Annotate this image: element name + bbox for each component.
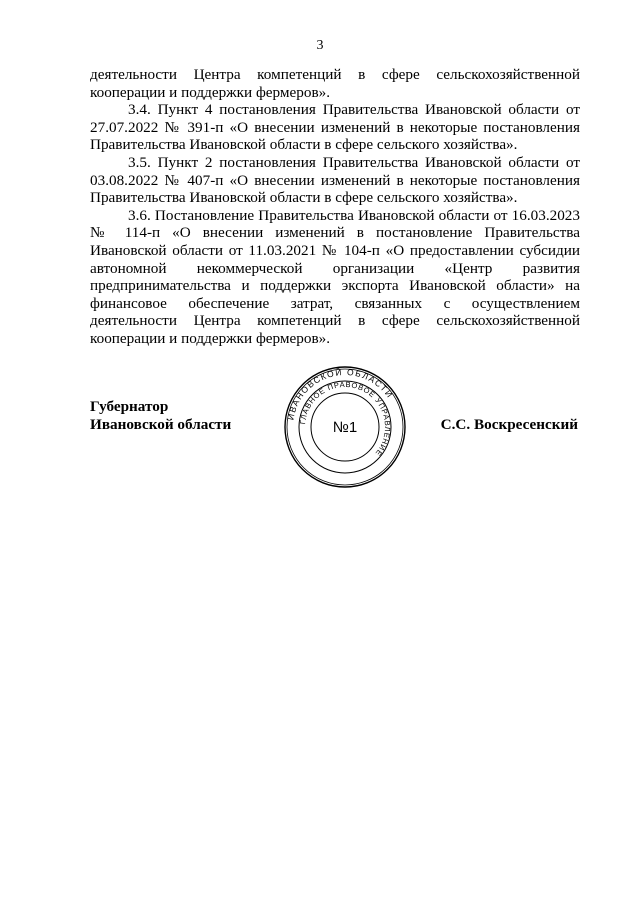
paragraph-item-3-4: 3.4. Пункт 4 постановления Правительства Ивановской области от 27.07.2022 № 391-п «О внесении изменений в некоторые постановления Правительства Ивановской области в сфере сельского хозяйства». (90, 101, 580, 154)
seal-outer-text: ИВАНОВСКОЙ ОБЛАСТИ (285, 366, 396, 421)
signatory-title-line1: Губернатор (90, 398, 169, 415)
seal-number: №1 (332, 419, 358, 436)
signatory-title (90, 398, 231, 433)
signatory-name: С.С. Воскресенский (440, 416, 578, 433)
paragraph-item-3-5: 3.5. Пункт 2 постановления Правительства Ивановской области от 03.08.2022 № 407-п «О внесении изменений в некоторые постановления Правительства Ивановской области в сфере сельского хозяйства». (90, 153, 580, 207)
seal-inner-text: ГЛАВНОЕ ПРАВОВОЕ УПРАВЛЕНИЕ (298, 379, 393, 459)
signatory-title-line2: Ивановской области (90, 415, 232, 433)
document-body (90, 66, 580, 348)
official-seal (283, 365, 407, 489)
paragraph-continuation: деятельности Центра компетенций в сфере сельскохозяйственной кооперации и поддержки фермеров». (90, 66, 580, 101)
page-number: 3 (316, 38, 324, 53)
paragraph-item-3-6: 3.6. Постановление Правительства Ивановской области от 16.03.2023 № 114-п «О внесении изменений в постановление Правительства Ивановской области от 11.03.2021 № 104-п «О предоставлении субсидии автономной некоммерческой организации «Центр развития предпринимательства и поддержки экспорта Ивановской области» на финансовое обеспечение затрат, связанных с осуществлением деятельности Центра компетенций в сфере сельскохозяйственной кооперации и поддержки фермеров». (90, 206, 580, 347)
